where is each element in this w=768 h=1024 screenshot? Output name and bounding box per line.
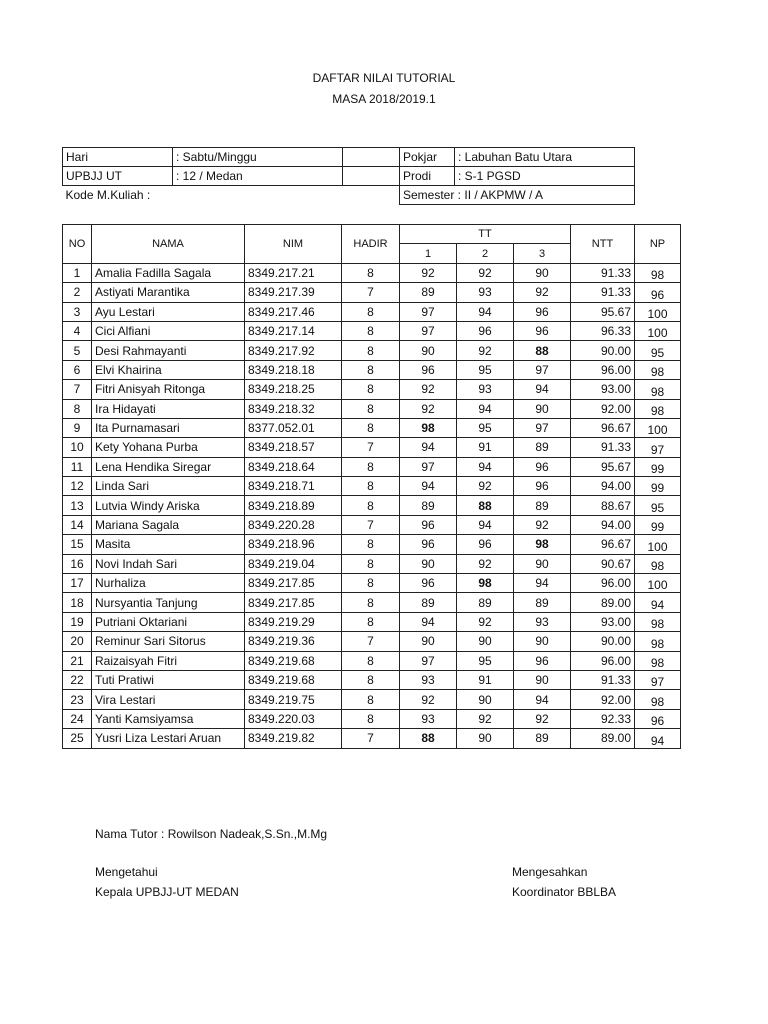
cell-tt3: 90 [514,554,571,573]
cell-nim: 8349.217.14 [245,321,342,340]
cell-ntt: 91.33 [571,670,635,689]
cell-tt2: 96 [457,321,514,340]
prodi-label: Prodi [400,167,455,186]
pokjar-value: : Labuhan Batu Utara [455,148,635,167]
cell-hadir: 8 [342,690,400,709]
cell-tt3: 96 [514,321,571,340]
cell-no: 9 [63,418,92,437]
cell-no: 12 [63,477,92,496]
cell-tt1: 90 [400,632,457,651]
cell-tt3: 92 [514,515,571,534]
cell-tt3: 94 [514,380,571,399]
cell-no: 22 [63,670,92,689]
cell-tt3: 90 [514,632,571,651]
cell-hadir: 8 [342,496,400,515]
table-row [63,341,681,360]
tutor-name: Nama Tutor : Rowilson Nadeak,S.Sn.,M.Mg [95,827,328,841]
cell-ntt: 92.00 [571,399,635,418]
cell-no: 18 [63,593,92,612]
cell-tt3: 92 [514,283,571,302]
cell-hadir: 7 [342,515,400,534]
cell-no: 5 [63,341,92,360]
cell-nama: Putriani Oktariani [92,612,245,631]
hari-label: Hari [63,148,173,167]
cell-np: 98 [635,263,681,282]
cell-tt2: 90 [457,690,514,709]
cell-nim: 8349.220.03 [245,709,342,728]
cell-no: 11 [63,457,92,476]
cell-nim: 8349.219.04 [245,554,342,573]
table-row [63,515,681,534]
info-row [63,186,635,205]
cell-ntt: 95.67 [571,302,635,321]
cell-tt1: 96 [400,360,457,379]
cell-tt1: 92 [400,263,457,282]
cell-hadir: 7 [342,729,400,748]
cell-np: 100 [635,535,681,554]
cell-ntt: 92.33 [571,709,635,728]
cell-ntt: 93.00 [571,612,635,631]
cell-hadir: 8 [342,360,400,379]
koordinator-label: Koordinator BBLBA [512,885,617,899]
cell-np: 97 [635,438,681,457]
table-row [63,321,681,340]
cell-ntt: 96.00 [571,651,635,670]
cell-tt2: 95 [457,360,514,379]
cell-nama: Amalia Fadilla Sagala [92,263,245,282]
cell-tt2: 92 [457,612,514,631]
cell-nama: Linda Sari [92,477,245,496]
table-row [63,360,681,379]
table-row [63,418,681,437]
cell-nama: Masita [92,535,245,554]
info-row [63,148,635,167]
cell-nama: Nurhaliza [92,574,245,593]
cell-ntt: 96.33 [571,321,635,340]
cell-tt2: 88 [457,496,514,515]
cell-tt2: 90 [457,729,514,748]
cell-nama: Kety Yohana Purba [92,438,245,457]
cell-tt3: 98 [514,535,571,554]
cell-np: 97 [635,670,681,689]
cell-ntt: 91.33 [571,438,635,457]
cell-np: 94 [635,729,681,748]
cell-nama: Novi Indah Sari [92,554,245,573]
cell-ntt: 90.00 [571,632,635,651]
cell-nama: Nursyantia Tanjung [92,593,245,612]
cell-nim: 8349.219.68 [245,670,342,689]
cell-ntt: 96.00 [571,360,635,379]
cell-nama: Ira Hidayati [92,399,245,418]
cell-np: 95 [635,341,681,360]
cell-nama: Ayu Lestari [92,302,245,321]
cell-nama: Reminur Sari Sitorus [92,632,245,651]
cell-tt2: 92 [457,554,514,573]
cell-nim: 8349.220.28 [245,515,342,534]
cell-tt1: 90 [400,554,457,573]
cell-hadir: 7 [342,438,400,457]
hari-value: : Sabtu/Minggu [173,148,343,167]
table-row [63,438,681,457]
cell-tt1: 94 [400,438,457,457]
cell-nama: Fitri Anisyah Ritonga [92,380,245,399]
cell-hadir: 8 [342,535,400,554]
cell-tt1: 92 [400,399,457,418]
cell-np: 98 [635,612,681,631]
cell-np: 98 [635,690,681,709]
table-row [63,690,681,709]
header-tt-2: 2 [457,244,514,263]
cell-tt1: 96 [400,515,457,534]
cell-np: 96 [635,283,681,302]
cell-nama: Raizaisyah Fitri [92,651,245,670]
cell-hadir: 8 [342,302,400,321]
cell-no: 19 [63,612,92,631]
cell-nim: 8349.218.32 [245,399,342,418]
cell-hadir: 8 [342,341,400,360]
cell-ntt: 96.67 [571,535,635,554]
cell-np: 98 [635,399,681,418]
semester-value: Semester : II / AKPMW / A [400,186,635,205]
cell-nim: 8349.218.25 [245,380,342,399]
cell-hadir: 8 [342,574,400,593]
table-row [63,729,681,748]
cell-tt2: 95 [457,651,514,670]
cell-ntt: 89.00 [571,593,635,612]
cell-nim: 8349.219.75 [245,690,342,709]
cell-nim: 8377.052.01 [245,418,342,437]
cell-np: 98 [635,360,681,379]
cell-hadir: 8 [342,593,400,612]
cell-np: 99 [635,477,681,496]
cell-ntt: 96.67 [571,418,635,437]
cell-np: 100 [635,574,681,593]
cell-nim: 8349.218.96 [245,535,342,554]
cell-nama: Lutvia Windy Ariska [92,496,245,515]
cell-no: 21 [63,651,92,670]
cell-nama: Lena Hendika Siregar [92,457,245,476]
cell-tt3: 90 [514,670,571,689]
table-row [63,651,681,670]
cell-no: 16 [63,554,92,573]
cell-nim: 8349.217.39 [245,283,342,302]
cell-nama: Elvi Khairina [92,360,245,379]
cell-tt3: 90 [514,263,571,282]
cell-nim: 8349.218.71 [245,477,342,496]
cell-nim: 8349.218.18 [245,360,342,379]
cell-tt1: 88 [400,729,457,748]
cell-nama: Astiyati Marantika [92,283,245,302]
cell-no: 4 [63,321,92,340]
cell-hadir: 8 [342,554,400,573]
cell-tt2: 90 [457,632,514,651]
cell-np: 98 [635,380,681,399]
upbjj-value: : 12 / Medan [173,167,343,186]
cell-hadir: 7 [342,632,400,651]
cell-no: 3 [63,302,92,321]
cell-tt3: 94 [514,574,571,593]
header-tt-1: 1 [400,244,457,263]
info-table [62,147,635,205]
table-row [63,593,681,612]
cell-tt1: 97 [400,651,457,670]
cell-tt2: 92 [457,341,514,360]
table-row [63,574,681,593]
table-row [63,477,681,496]
cell-nama: Desi Rahmayanti [92,341,245,360]
cell-nama: Tuti Pratiwi [92,670,245,689]
table-row [63,612,681,631]
table-row [63,457,681,476]
cell-tt1: 97 [400,457,457,476]
cell-tt3: 93 [514,612,571,631]
cell-no: 25 [63,729,92,748]
cell-nim: 8349.218.57 [245,438,342,457]
cell-nim: 8349.219.82 [245,729,342,748]
cell-tt3: 89 [514,593,571,612]
cell-tt2: 94 [457,399,514,418]
pokjar-label: Pokjar [400,148,455,167]
document-title: DAFTAR NILAI TUTORIAL [312,71,456,85]
cell-tt3: 97 [514,360,571,379]
cell-hadir: 8 [342,321,400,340]
cell-hadir: 8 [342,477,400,496]
cell-tt2: 91 [457,670,514,689]
header-hadir: HADIR [342,225,400,264]
cell-tt3: 89 [514,496,571,515]
table-row [63,496,681,515]
cell-hadir: 7 [342,283,400,302]
cell-tt1: 90 [400,341,457,360]
cell-tt3: 89 [514,729,571,748]
cell-tt3: 92 [514,709,571,728]
cell-tt2: 96 [457,535,514,554]
cell-ntt: 92.00 [571,690,635,709]
table-row [63,399,681,418]
table-row [63,535,681,554]
cell-no: 10 [63,438,92,457]
table-row [63,709,681,728]
kode-label: Kode M.Kuliah : [65,188,151,203]
cell-tt2: 94 [457,515,514,534]
cell-nim: 8349.217.21 [245,263,342,282]
cell-ntt: 91.33 [571,263,635,282]
cell-nama: Mariana Sagala [92,515,245,534]
header-ntt: NTT [571,225,635,264]
cell-tt1: 97 [400,321,457,340]
header-tt: TT [400,225,571,244]
cell-tt1: 89 [400,593,457,612]
info-spacer [343,148,400,167]
cell-no: 14 [63,515,92,534]
kepala-label: Kepala UPBJJ-UT MEDAN [95,885,239,899]
cell-ntt: 88.67 [571,496,635,515]
cell-tt1: 92 [400,690,457,709]
header-nim: NIM [245,225,342,264]
table-row [63,263,681,282]
cell-ntt: 94.00 [571,477,635,496]
cell-hadir: 8 [342,380,400,399]
cell-no: 8 [63,399,92,418]
header-no: NO [63,225,92,264]
cell-np: 99 [635,457,681,476]
cell-hadir: 8 [342,399,400,418]
cell-tt2: 93 [457,380,514,399]
cell-tt2: 92 [457,477,514,496]
cell-nim: 8349.217.92 [245,341,342,360]
cell-tt1: 97 [400,302,457,321]
cell-tt1: 89 [400,496,457,515]
header-nama: NAMA [92,225,245,264]
cell-np: 100 [635,418,681,437]
cell-tt1: 93 [400,670,457,689]
cell-no: 17 [63,574,92,593]
cell-nim: 8349.219.29 [245,612,342,631]
cell-tt3: 89 [514,438,571,457]
table-row [63,554,681,573]
cell-nim: 8349.218.64 [245,457,342,476]
cell-ntt: 93.00 [571,380,635,399]
cell-np: 98 [635,632,681,651]
mengetahui-label: Mengetahui [95,865,158,879]
cell-tt2: 98 [457,574,514,593]
info-row [63,167,635,186]
cell-tt1: 96 [400,574,457,593]
cell-tt3: 96 [514,457,571,476]
cell-tt3: 96 [514,477,571,496]
upbjj-label: UPBJJ UT [63,167,173,186]
cell-nim: 8349.219.68 [245,651,342,670]
cell-hadir: 8 [342,457,400,476]
cell-tt2: 91 [457,438,514,457]
cell-tt1: 94 [400,477,457,496]
cell-tt1: 94 [400,612,457,631]
table-row [63,670,681,689]
cell-ntt: 90.00 [571,341,635,360]
grades-table [62,224,681,749]
table-row [63,632,681,651]
cell-tt3: 94 [514,690,571,709]
header-tt-3: 3 [514,244,571,263]
cell-no: 23 [63,690,92,709]
cell-tt3: 88 [514,341,571,360]
mengesahkan-label: Mengesahkan [512,865,588,879]
cell-tt3: 97 [514,418,571,437]
cell-no: 6 [63,360,92,379]
cell-no: 2 [63,283,92,302]
cell-ntt: 95.67 [571,457,635,476]
header-row [63,225,681,244]
document-subtitle: MASA 2018/2019.1 [332,92,436,106]
cell-no: 15 [63,535,92,554]
cell-np: 94 [635,593,681,612]
cell-ntt: 90.67 [571,554,635,573]
cell-no: 1 [63,263,92,282]
cell-hadir: 8 [342,709,400,728]
cell-nim: 8349.217.85 [245,574,342,593]
table-row [63,302,681,321]
cell-nama: Cici Alfiani [92,321,245,340]
cell-np: 98 [635,554,681,573]
table-row [63,283,681,302]
cell-nama: Yusri Liza Lestari Aruan [92,729,245,748]
cell-tt1: 96 [400,535,457,554]
cell-hadir: 8 [342,263,400,282]
cell-ntt: 89.00 [571,729,635,748]
cell-tt1: 92 [400,380,457,399]
cell-no: 7 [63,380,92,399]
cell-tt2: 89 [457,593,514,612]
cell-hadir: 8 [342,612,400,631]
cell-np: 95 [635,496,681,515]
cell-nama: Ita Purnamasari [92,418,245,437]
cell-no: 24 [63,709,92,728]
cell-nama: Yanti Kamsiyamsa [92,709,245,728]
header-np: NP [635,225,681,264]
cell-hadir: 8 [342,418,400,437]
cell-np: 96 [635,709,681,728]
cell-np: 99 [635,515,681,534]
cell-hadir: 8 [342,651,400,670]
cell-tt2: 92 [457,263,514,282]
cell-tt1: 98 [400,418,457,437]
cell-ntt: 96.00 [571,574,635,593]
cell-np: 100 [635,321,681,340]
cell-tt3: 90 [514,399,571,418]
cell-tt2: 92 [457,709,514,728]
info-spacer [343,186,400,205]
info-spacer [343,167,400,186]
cell-np: 100 [635,302,681,321]
cell-no: 13 [63,496,92,515]
cell-hadir: 8 [342,670,400,689]
cell-np: 98 [635,651,681,670]
cell-tt3: 96 [514,651,571,670]
cell-nim: 8349.217.85 [245,593,342,612]
cell-tt1: 89 [400,283,457,302]
table-row [63,380,681,399]
cell-tt2: 95 [457,418,514,437]
cell-tt2: 94 [457,457,514,476]
cell-nim: 8349.219.36 [245,632,342,651]
cell-nim: 8349.217.46 [245,302,342,321]
cell-ntt: 91.33 [571,283,635,302]
cell-tt1: 93 [400,709,457,728]
prodi-value: : S-1 PGSD [455,167,635,186]
cell-ntt: 94.00 [571,515,635,534]
cell-tt2: 93 [457,283,514,302]
cell-tt3: 96 [514,302,571,321]
cell-nama: Vira Lestari [92,690,245,709]
cell-nim: 8349.218.89 [245,496,342,515]
cell-tt2: 94 [457,302,514,321]
cell-no: 20 [63,632,92,651]
